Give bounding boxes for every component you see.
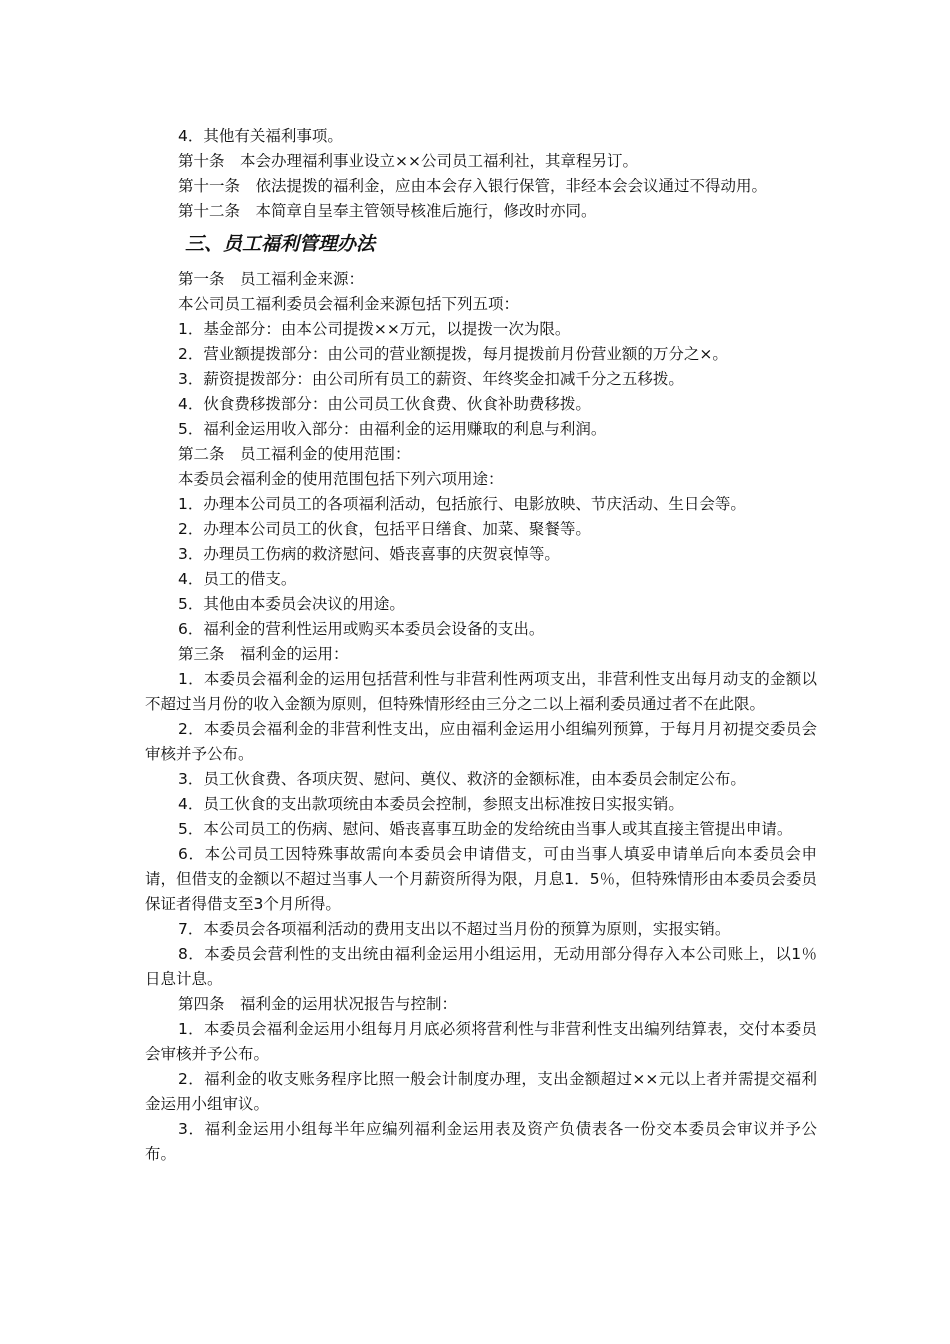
article-1-title: 第一条 员工福利金来源： [178,270,365,288]
list-item: 2．办理本公司员工的伙食，包括平日缮食、加菜、聚餐等。 [178,520,591,538]
article-10: 第十条 本会办理福利事业设立××公司员工福利社，其章程另订。 [178,152,638,170]
list-item: 1．基金部分：由本公司提拨××万元，以提拨一次为限。 [178,320,571,338]
paragraph: 4．员工伙食的支出款项统由本委员会控制，参照支出标准按日实报实销。 [178,795,684,813]
list-item: 1．办理本公司员工的各项福利活动，包括旅行、电影放映、节庆活动、生日会等。 [178,495,746,513]
list-item: 4．员工的借支。 [178,570,297,588]
article-2-intro: 本委员会福利金的使用范围包括下列六项用途： [178,470,504,488]
paragraph: 2．福利金的收支账务程序比照一般会计制度办理，支出金额超过××元以上者并需提交福利金运用小组审议。 [145,1070,817,1113]
paragraph: 3．员工伙食费、各项庆贺、慰问、奠仪、救济的金额标准，由本委员会制定公布。 [178,770,746,788]
paragraph: 2．本委员会福利金的非营利性支出，应由福利金运用小组编列预算，于每月月初提交委员会审核并予公布。 [145,720,817,763]
article-11: 第十一条 依法提拨的福利金，应由本会存入银行保管，非经本会会议通过不得动用。 [178,177,768,195]
article-2-title: 第二条 员工福利金的使用范围： [178,445,411,463]
list-item: 6．福利金的营利性运用或购买本委员会设备的支出。 [178,620,545,638]
article-3-title: 第三条 福利金的运用： [178,645,349,663]
list-item: 3．办理员工伤病的救济慰问、婚丧喜事的庆贺哀悼等。 [178,545,560,563]
list-item: 4．伙食费移拨部分：由公司员工伙食费、伙食补助费移拨。 [178,395,591,413]
paragraph: 6．本公司员工因特殊事故需向本委员会申请借支，可由当事人填妥申请单后向本委员会申请，但借支的金额以不超过当事人一个月薪资所得为限，月息1．5％，但特殊情形由本委员会委员保证者得借支至3个月所得。 [145,845,817,913]
list-item: 5．其他由本委员会决议的用途。 [178,595,405,613]
paragraph: 5．本公司员工的伤病、慰问、婚丧喜事互助金的发给统由当事人或其直接主管提出申请。 [178,820,793,838]
section-heading: 三、员工福利管理办法 [185,233,376,255]
paragraph: 1．本委员会福利金的运用包括营利性与非营利性两项支出，非营利性支出每月动支的金额以不超过当月份的收入金额为原则，但特殊情形经由三分之二以上福利委员通过者不在此限。 [145,670,817,713]
article-12: 第十二条 本简章自呈奉主管领导核准后施行，修改时亦同。 [178,202,597,220]
article-1-intro: 本公司员工福利委员会福利金来源包括下列五项： [178,295,520,313]
paragraph: 3．福利金运用小组每半年应编列福利金运用表及资产负债表各一份交本委员会审议并予公布。 [145,1120,817,1163]
top-item: 4．其他有关福利事项。 [178,127,343,145]
list-item: 3．薪资提拨部分：由公司所有员工的薪资、年终奖金扣减千分之五移拨。 [178,370,684,388]
paragraph: 7．本委员会各项福利活动的费用支出以不超过当月份的预算为原则，实报实销。 [178,920,731,938]
list-item: 5．福利金运用收入部分：由福利金的运用赚取的利息与利润。 [178,420,607,438]
list-item: 2．营业额提拨部分：由公司的营业额提拨，每月提拨前月份营业额的万分之×。 [178,345,728,363]
paragraph: 1．本委员会福利金运用小组每月月底必须将营利性与非营利性支出编列结算表，交付本委员会审核并予公布。 [145,1020,817,1063]
document-body [145,124,817,1167]
article-4-title: 第四条 福利金的运用状况报告与控制： [178,995,458,1013]
paragraph: 8．本委员会营利性的支出统由福利金运用小组运用，无动用部分得存入本公司账上，以1％日息计息。 [145,945,817,988]
